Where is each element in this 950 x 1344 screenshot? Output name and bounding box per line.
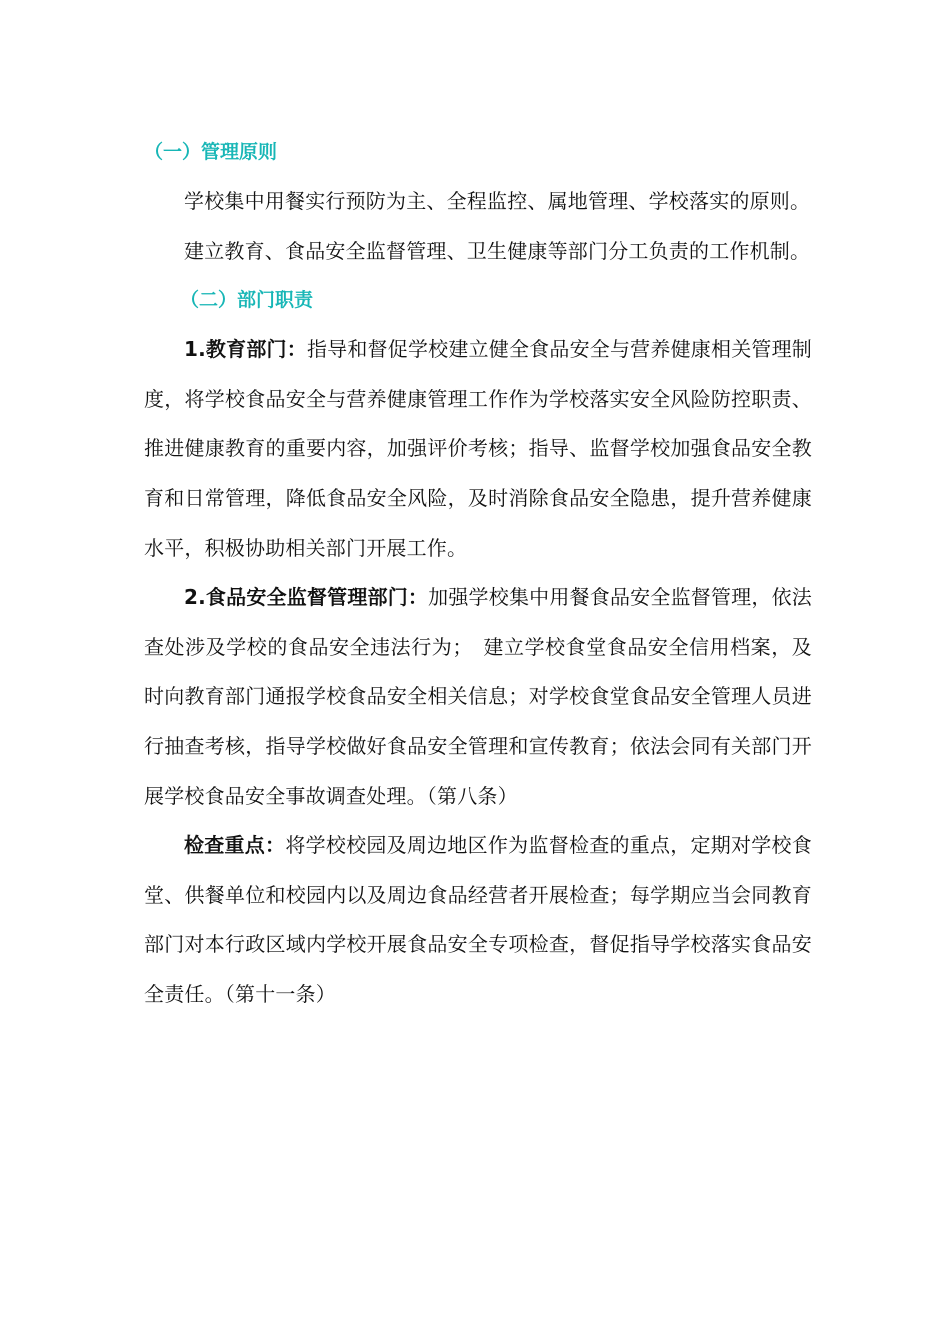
- section-heading-department-duties: （二）部门职责: [180, 289, 314, 312]
- food-safety-department-text: 加强学校集中用餐食品安全监督管理，依法查处涉及学校的食品安全违法行为； 建立学校食堂食品安全信用档案，及时向教育部门通报学校食品安全相关信息；对学校食堂食品安全管理人员进行抽查考核，指导学校做好食品安全管理和宣传教育；依法会同有关部门开展学校食品安全事故调查处理。（第八条）: [144, 585, 812, 808]
- section-heading-management-principles: （一）管理原则: [144, 141, 278, 163]
- paragraph-education-department: [144, 325, 812, 573]
- education-department-lead: 1.教育部门：: [184, 337, 307, 362]
- paragraph-principles: 学校集中用餐实行预防为主、全程监控、属地管理、学校落实的原则。: [184, 189, 811, 213]
- inspection-focus-lead: 检查重点：: [184, 833, 286, 858]
- paragraph-food-safety-department: [144, 573, 812, 821]
- education-department-text: 指导和督促学校建立健全食品安全与营养健康相关管理制度，将学校食品安全与营养健康管理工作作为学校落实安全风险防控职责、推进健康教育的重要内容，加强评价考核；指导、监督学校加强食品安全教育和日常管理，降低食品安全风险，及时消除食品安全隐患，提升营养健康水平，积极协助相关部门开展工作。: [144, 337, 812, 560]
- document-page: [144, 128, 812, 1020]
- inspection-focus-text: 将学校校园及周边地区作为监督检查的重点，定期对学校食堂、供餐单位和校园内以及周边食品经营者开展检查；每学期应当会同教育部门对本行政区域内学校开展食品安全专项检查，督促指导学校落实食品安全责任。（第十一条）: [144, 833, 813, 1006]
- paragraph-work-mechanism: 建立教育、食品安全监督管理、卫生健康等部门分工负责的工作机制。: [184, 238, 811, 263]
- food-safety-department-lead: 2.食品安全监督管理部门：: [184, 585, 429, 610]
- paragraph-inspection-focus: [144, 821, 812, 1019]
